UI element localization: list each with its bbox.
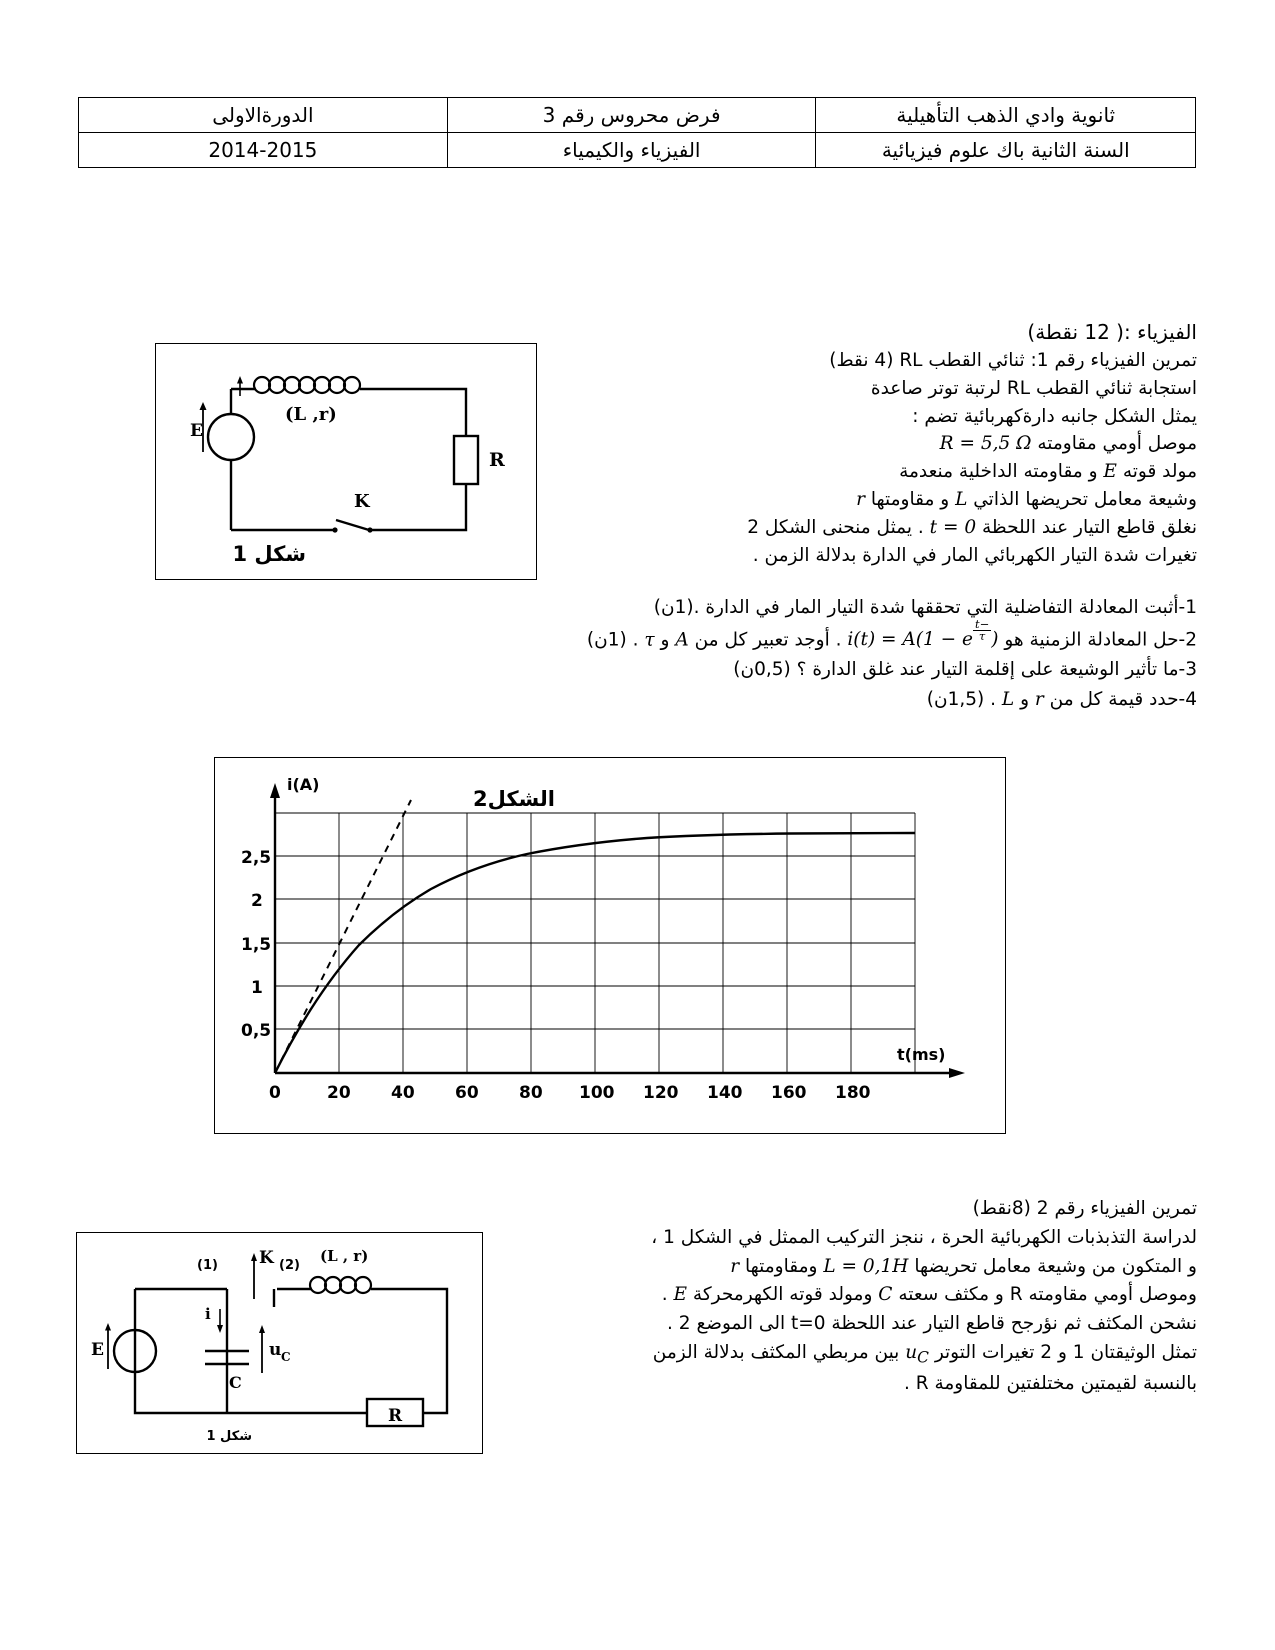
svg-text:u: u bbox=[269, 1340, 282, 1360]
exercise2-line-2 bbox=[497, 1254, 1197, 1281]
inductance-value: L = 0,1H bbox=[823, 1255, 909, 1277]
exercise2-line-2-text: و المتكون من وشيعة معامل تحريضها bbox=[914, 1255, 1197, 1277]
svg-text:1,5: 1,5 bbox=[241, 935, 272, 955]
svg-text:E: E bbox=[91, 1340, 104, 1360]
question-2-prefix: 2-حل المعادلة الزمنية هو bbox=[1004, 629, 1197, 651]
coil-resistance-symbol-2: r bbox=[730, 1255, 740, 1277]
exercise1-line-7: تغيرات شدة التيار الكهربائي المار في الدارة بدلالة الزمن . bbox=[752, 544, 1197, 566]
coil-mid-text: و مقاومتها bbox=[870, 489, 950, 511]
svg-text:(L ,r): (L ,r) bbox=[285, 404, 337, 425]
exercise1-heading: تمرين الفيزياء رقم 1: ثنائي القطب RL (4 نقط) bbox=[829, 350, 1197, 371]
exercise1-line-5-text: وشيعة معامل تحريضها الذاتي bbox=[973, 489, 1197, 511]
exercise2-line-3 bbox=[497, 1282, 1197, 1309]
svg-text:K: K bbox=[259, 1248, 274, 1268]
capacitor-voltage-tail: بين مربطي المكثف بدلالة الزمن bbox=[652, 1342, 900, 1364]
question-2-end: . (1ن) bbox=[586, 629, 639, 651]
svg-text:E: E bbox=[190, 421, 203, 441]
exercise1-line-1: استجابة ثنائي القطب RL لرتبة توتر صاعدة bbox=[870, 377, 1197, 399]
t-zero-tail: . يمثل منحنى الشكل 2 bbox=[747, 516, 924, 538]
svg-text:t(ms): t(ms) bbox=[897, 1045, 946, 1064]
resistance-value: R = 5,5 Ω bbox=[939, 433, 1032, 455]
figure-1-circuit bbox=[155, 343, 537, 580]
exercise1-line-6 bbox=[652, 515, 1197, 542]
header-cell-subject: الفيزياء والكيمياء bbox=[447, 133, 816, 168]
svg-text:R: R bbox=[388, 1406, 403, 1426]
exercise1-line-3 bbox=[652, 431, 1197, 458]
inductance-tail: ومقاومتها bbox=[745, 1255, 818, 1277]
question-4 bbox=[79, 687, 1197, 714]
svg-text:شكل 1: شكل 1 bbox=[206, 1429, 252, 1444]
exponent-fraction: $\frac{-t}{\tau}$ bbox=[974, 616, 990, 643]
exercise1-line-3-text: موصل أومي مقاومته bbox=[1037, 433, 1197, 455]
question-1: 1-أثبت المعادلة التفاضلية التي تحققها شدة التيار المار في الدارة .(1ن) bbox=[653, 597, 1197, 618]
svg-text:شكل 1: شكل 1 bbox=[232, 542, 306, 566]
exercise2-text bbox=[497, 1196, 1197, 1400]
exercise1-questions bbox=[79, 595, 1197, 717]
exercise2-line-5-text: تمثل الوثيقتان 1 و 2 تغيرات التوتر bbox=[934, 1342, 1197, 1364]
svg-text:140: 140 bbox=[707, 1083, 743, 1103]
exercise2-heading: تمرين الفيزياء رقم 2 (8نقط) bbox=[972, 1198, 1197, 1219]
svg-text:0: 0 bbox=[269, 1083, 281, 1103]
exercise2-line-6: بالنسبة لقيمتين مختلفتين للمقاومة R . bbox=[903, 1373, 1197, 1395]
symbol-L: L bbox=[1001, 688, 1015, 710]
exercise2-line-1: لدراسة التذبذبات الكهربائية الحرة ، ننجز التركيب الممثل في الشكل 1 ، bbox=[651, 1226, 1197, 1248]
table-row bbox=[79, 133, 1196, 168]
header-cell-level: السنة الثانية باك علوم فيزيائية bbox=[816, 133, 1196, 168]
svg-text:0,5: 0,5 bbox=[241, 1021, 272, 1041]
question-2-and: و bbox=[660, 629, 670, 651]
svg-text:80: 80 bbox=[519, 1083, 543, 1103]
svg-text:R: R bbox=[489, 449, 505, 471]
svg-text:180: 180 bbox=[835, 1083, 871, 1103]
symbol-tau: τ bbox=[644, 629, 655, 651]
svg-text:100: 100 bbox=[579, 1083, 615, 1103]
exercise1-line-5 bbox=[652, 487, 1197, 514]
symbol-r: r bbox=[1034, 688, 1044, 710]
svg-text:K: K bbox=[354, 491, 370, 512]
svg-text:160: 160 bbox=[771, 1083, 807, 1103]
emf-tail: و مقاومته الداخلية منعدمة bbox=[899, 461, 1098, 483]
svg-text:الشكل2: الشكل2 bbox=[472, 787, 555, 811]
figure-2-chart bbox=[214, 757, 1006, 1134]
question-4-prefix: 4-حدد قيمة كل من bbox=[1049, 688, 1197, 710]
capacitance-mid: ومولد قوته الكهرمحركة bbox=[692, 1284, 873, 1306]
question-4-and: و bbox=[1020, 688, 1030, 710]
question-2 bbox=[79, 616, 1197, 654]
symbol-A: A bbox=[675, 629, 689, 651]
exercise2-line-4: نشحن المكثف ثم نؤرجح قاطع التيار عند اللحظة t=0 الى الموضع 2 . bbox=[667, 1313, 1197, 1335]
svg-text:(2): (2) bbox=[279, 1258, 300, 1273]
exercise1-line-2: يمثل الشكل جانبه دارةكهربائية تضم : bbox=[912, 405, 1197, 427]
question-4-end: . (1,5ن) bbox=[926, 688, 997, 710]
exercise2-line-3-text: وموصل أومي مقاومته R و مكثف سعته bbox=[898, 1284, 1197, 1306]
svg-text:C: C bbox=[281, 1350, 291, 1364]
header-cell-school: ثانوية وادي الذهب التأهيلية bbox=[816, 98, 1196, 133]
header-cell-year: 2014-2015 bbox=[79, 133, 448, 168]
question-2-mid: . أوجد تعبير كل من bbox=[694, 629, 842, 651]
emf-symbol: E bbox=[1103, 461, 1117, 483]
capacitance-symbol: C bbox=[878, 1284, 893, 1306]
question-2-equation: i(t) = A(1 − e $\frac{-t}{\tau}$ ) bbox=[847, 616, 999, 651]
svg-text:1: 1 bbox=[251, 978, 263, 998]
table-row bbox=[79, 98, 1196, 133]
figure-3-circuit bbox=[76, 1232, 483, 1454]
svg-text:(1): (1) bbox=[197, 1258, 218, 1273]
header-cell-exam-title: فرض محروس رقم 3 bbox=[447, 98, 816, 133]
page-title: الفيزياء :( 12 نقطة) bbox=[1027, 320, 1197, 344]
coil-resistance-symbol: r bbox=[856, 489, 865, 511]
svg-text:i: i bbox=[205, 1305, 211, 1323]
svg-text:2: 2 bbox=[251, 891, 263, 911]
emf-symbol-2: E bbox=[673, 1284, 688, 1306]
svg-text:120: 120 bbox=[643, 1083, 679, 1103]
svg-text:C: C bbox=[229, 1373, 242, 1392]
question-3: 3-ما تأثير الوشيعة على إقلمة التيار عند غلق الدارة ؟ (0,5ن) bbox=[733, 658, 1197, 680]
exercise1-line-6-text: نغلق قاطع التيار عند اللحظة bbox=[982, 516, 1197, 538]
capacitor-voltage-symbol: $u_C$ bbox=[905, 1342, 929, 1367]
svg-text:20: 20 bbox=[327, 1083, 351, 1103]
svg-text:40: 40 bbox=[391, 1083, 415, 1103]
emf-tail-2: . bbox=[661, 1284, 668, 1306]
exercise1-line-4 bbox=[652, 459, 1197, 486]
exercise1-text bbox=[652, 348, 1197, 571]
svg-text:60: 60 bbox=[455, 1083, 479, 1103]
exercise2-line-5 bbox=[497, 1340, 1197, 1369]
exercise1-line-4-text: مولد قوته bbox=[1122, 461, 1197, 483]
inductance-symbol: L bbox=[955, 489, 968, 511]
svg-text:(L , r): (L , r) bbox=[320, 1247, 369, 1265]
svg-text:i(A): i(A) bbox=[287, 775, 320, 794]
header-cell-term: الدورةالاولى bbox=[79, 98, 448, 133]
header-table bbox=[78, 97, 1196, 168]
t-zero-symbol: t = 0 bbox=[929, 516, 977, 538]
svg-text:2,5: 2,5 bbox=[241, 848, 272, 868]
